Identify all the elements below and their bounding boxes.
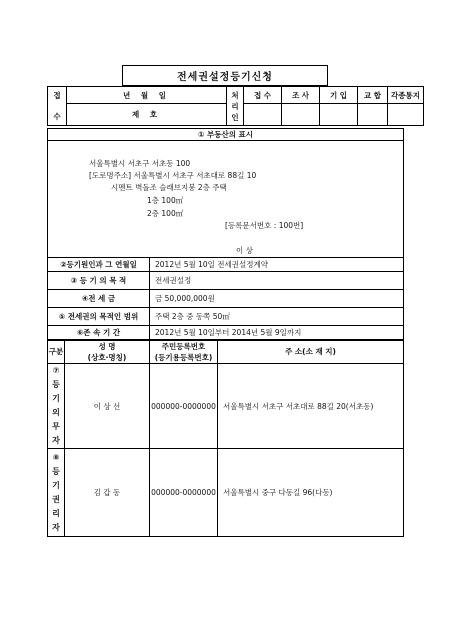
col-receipt: 접 수 (244, 87, 282, 104)
cell-review (282, 104, 320, 126)
info-label: ⑥존 속 기 간 (48, 326, 150, 340)
property-footer: 이 상 (236, 246, 253, 255)
property-section-title: ① 부동산의 표시 (48, 129, 404, 141)
party-id: 000000-0000000 (150, 449, 218, 537)
col-entry: 기 입 (320, 87, 358, 104)
property-line: [도로명주소] 서울특별시 서초구 서초대로 88길 10 (89, 171, 257, 180)
property-line: 2층 100㎡ (147, 209, 184, 218)
col-notice: 각종통지 (388, 87, 424, 104)
party-category-header: 구분 (48, 340, 65, 364)
property-line: 시멘트 벽돌조 슬래브지붕 2층 주택 (111, 183, 227, 192)
info-value: 금 50,000,000원 (150, 290, 404, 308)
party-name: 김 갑 동 (65, 449, 150, 537)
cell-check (358, 104, 388, 126)
col-review: 조 사 (282, 87, 320, 104)
col-check: 교 합 (358, 87, 388, 104)
info-value: 2012년 5월 10일부터 2014년 5월 9일까지 (150, 326, 404, 340)
info-value: 전세권설정 (150, 272, 404, 290)
receipt-table (47, 86, 424, 126)
party-role-obligor: ⑦ 등 기 의 무 자 (48, 364, 65, 449)
info-label: ⑤ 전세권의 목적인 범위 (48, 308, 150, 326)
party-role-obligee: ⑧ 등 기 권 리 자 (48, 449, 65, 537)
handling-label: 처 리 인 (227, 87, 244, 126)
info-label: ③ 등 기 의 목 적 (48, 272, 150, 290)
party-id: 000000-0000000 (150, 364, 218, 449)
property-line: 서울특별시 서초구 서초동 100 (89, 159, 191, 168)
property-line: 1층 100㎡ (147, 196, 184, 205)
cell-notice (388, 104, 424, 126)
party-id-header: 주민등록번호 (등기용등록번호) (150, 340, 218, 364)
info-label: ②등기원인과 그 연월일 (48, 258, 150, 272)
cell-receipt (244, 104, 282, 126)
party-name-header: 성 명 (상호·명칭) (65, 340, 150, 364)
info-label: ④전 세 금 (48, 290, 150, 308)
property-description (48, 141, 404, 258)
info-value: 주택 2층 중 동쪽 50㎡ (150, 308, 404, 326)
application-table (47, 128, 404, 537)
party-name: 이 상 선 (65, 364, 150, 449)
number-label: 제 호 (67, 104, 227, 126)
receipt-label: 접 수 (48, 87, 67, 126)
party-address-header: 주 소(소 재 지) (218, 340, 404, 364)
info-value: 2012년 5월 10일 전세권설정계약 (150, 258, 404, 272)
date-label: 년 월 일 (67, 87, 227, 104)
property-line: [등록문서번호 : 100번] (225, 221, 304, 230)
cell-entry (320, 104, 358, 126)
party-address: 서울특별시 중구 다동길 96(다동) (218, 449, 404, 537)
party-address: 서울특별시 서초구 서초대로 88길 20(서초동) (218, 364, 404, 449)
document-title: 전세권설정등기신청 (122, 65, 328, 86)
